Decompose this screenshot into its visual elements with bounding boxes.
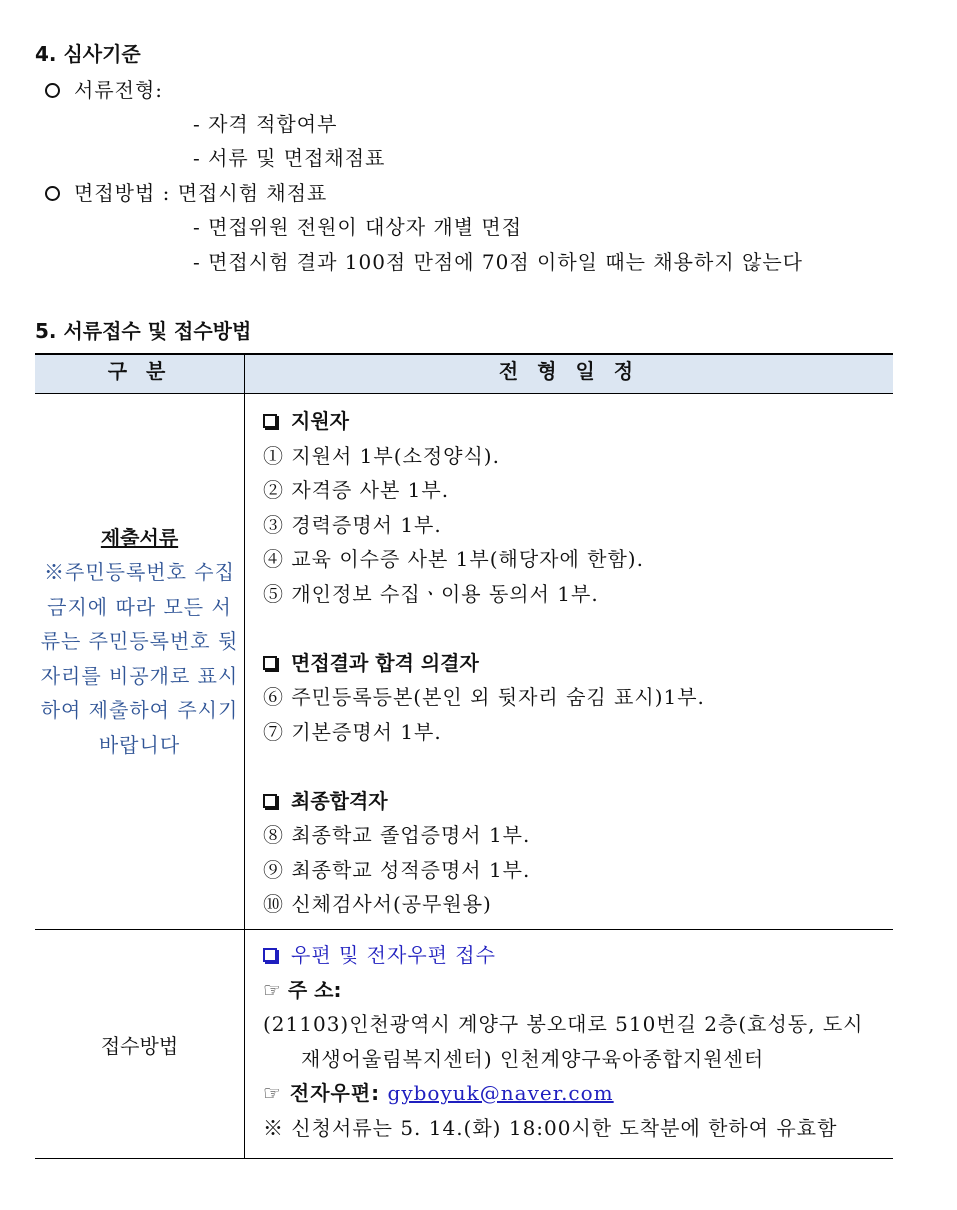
circle-bullet-icon xyxy=(45,83,60,98)
receipt-method-label: 접수방법 xyxy=(35,930,245,1159)
checkbox-square-icon xyxy=(263,414,277,428)
method-title: 우편 및 전자우편 접수 xyxy=(291,943,496,967)
section-4-title: 4. 심사기준 xyxy=(35,42,141,66)
email-link[interactable]: gyboyuk@naver.com xyxy=(387,1081,614,1105)
screening-label: 서류전형: xyxy=(74,78,164,102)
interview-row xyxy=(45,177,327,206)
privacy-note: ※주민등록번호 수집금지에 따라 모든 서류는 주민등록번호 뒷자리를 비공개로 표시하여 제출하여 주시기 바랍니다 xyxy=(40,560,239,757)
list-item: ② 자격증 사본 1부. xyxy=(263,478,450,502)
group-applicant-title: 지원자 xyxy=(291,409,349,433)
submission-docs-content xyxy=(245,394,894,930)
list-item: ⑥ 주민등록등본(본인 외 뒷자리 숨김 표시)1부. xyxy=(263,685,705,709)
submission-docs-cell xyxy=(35,394,245,930)
list-item: ⑧ 최종학교 졸업증명서 1부. xyxy=(263,823,531,847)
list-item: ① 지원서 1부(소정양식). xyxy=(263,443,500,468)
list-item: ③ 경력증명서 1부. xyxy=(263,512,442,537)
screening-item-1: - 자격 적합여부 xyxy=(193,112,338,136)
group-interview-pass xyxy=(263,646,893,681)
group-final-pass-title: 최종합격자 xyxy=(291,788,388,813)
table-header-row xyxy=(35,354,893,394)
address-line-1: (21103)인천광역시 계양구 봉오대로 510번길 2층(효성동, 도시 xyxy=(263,1012,864,1036)
screening-item-2: - 서류 및 면접채점표 xyxy=(193,146,386,170)
interview-item-1: - 면접위원 전원이 대상자 개별 면접 xyxy=(193,215,523,239)
table-row xyxy=(35,394,893,930)
circle-bullet-icon xyxy=(45,186,60,201)
list-item: ⑨ 최종학교 성적증명서 1부. xyxy=(263,857,531,882)
group-interview-pass-title: 면접결과 합격 의결자 xyxy=(291,650,479,675)
method-title-row xyxy=(263,938,893,973)
group-final-pass xyxy=(263,784,893,819)
checkbox-square-icon xyxy=(263,948,277,962)
screening-row xyxy=(45,74,163,103)
submission-docs-label: 제출서류 xyxy=(100,526,179,550)
receipt-method-content xyxy=(245,930,894,1159)
interview-item-2: - 면접시험 결과 100점 만점에 70점 이하일 때는 채용하지 않는다 xyxy=(193,250,803,274)
checkbox-square-icon xyxy=(263,656,277,670)
documents-table xyxy=(35,353,893,1159)
list-item: ⑤ 개인정보 수집ㆍ이용 동의서 1부. xyxy=(263,581,599,606)
header-category: 구 분 xyxy=(35,354,245,394)
group-applicant xyxy=(263,404,893,439)
email-label: ☞ 전자우편: xyxy=(263,1081,381,1105)
list-item: ⑦ 기본증명서 1부. xyxy=(263,719,442,744)
deadline-note: ※ 신청서류는 5. 14.(화) 18:00시한 도착분에 한하여 유효함 xyxy=(263,1115,838,1140)
section-5-title: 5. 서류접수 및 접수방법 xyxy=(35,319,252,343)
email-row xyxy=(263,1076,893,1111)
interview-label: 면접방법 : 면접시험 채점표 xyxy=(74,181,328,205)
checkbox-square-icon xyxy=(263,794,277,808)
address-label: ☞ 주 소: xyxy=(263,977,342,1002)
list-item: ⑩ 신체검사서(공무원용) xyxy=(263,892,492,916)
table-row xyxy=(35,930,893,1159)
header-schedule: 전 형 일 정 xyxy=(245,354,894,394)
list-item: ④ 교육 이수증 사본 1부(해당자에 한함). xyxy=(263,547,644,571)
address-line-2: 재생어울림복지센터) 인천계양구육아종합지원센터 xyxy=(301,1046,765,1071)
